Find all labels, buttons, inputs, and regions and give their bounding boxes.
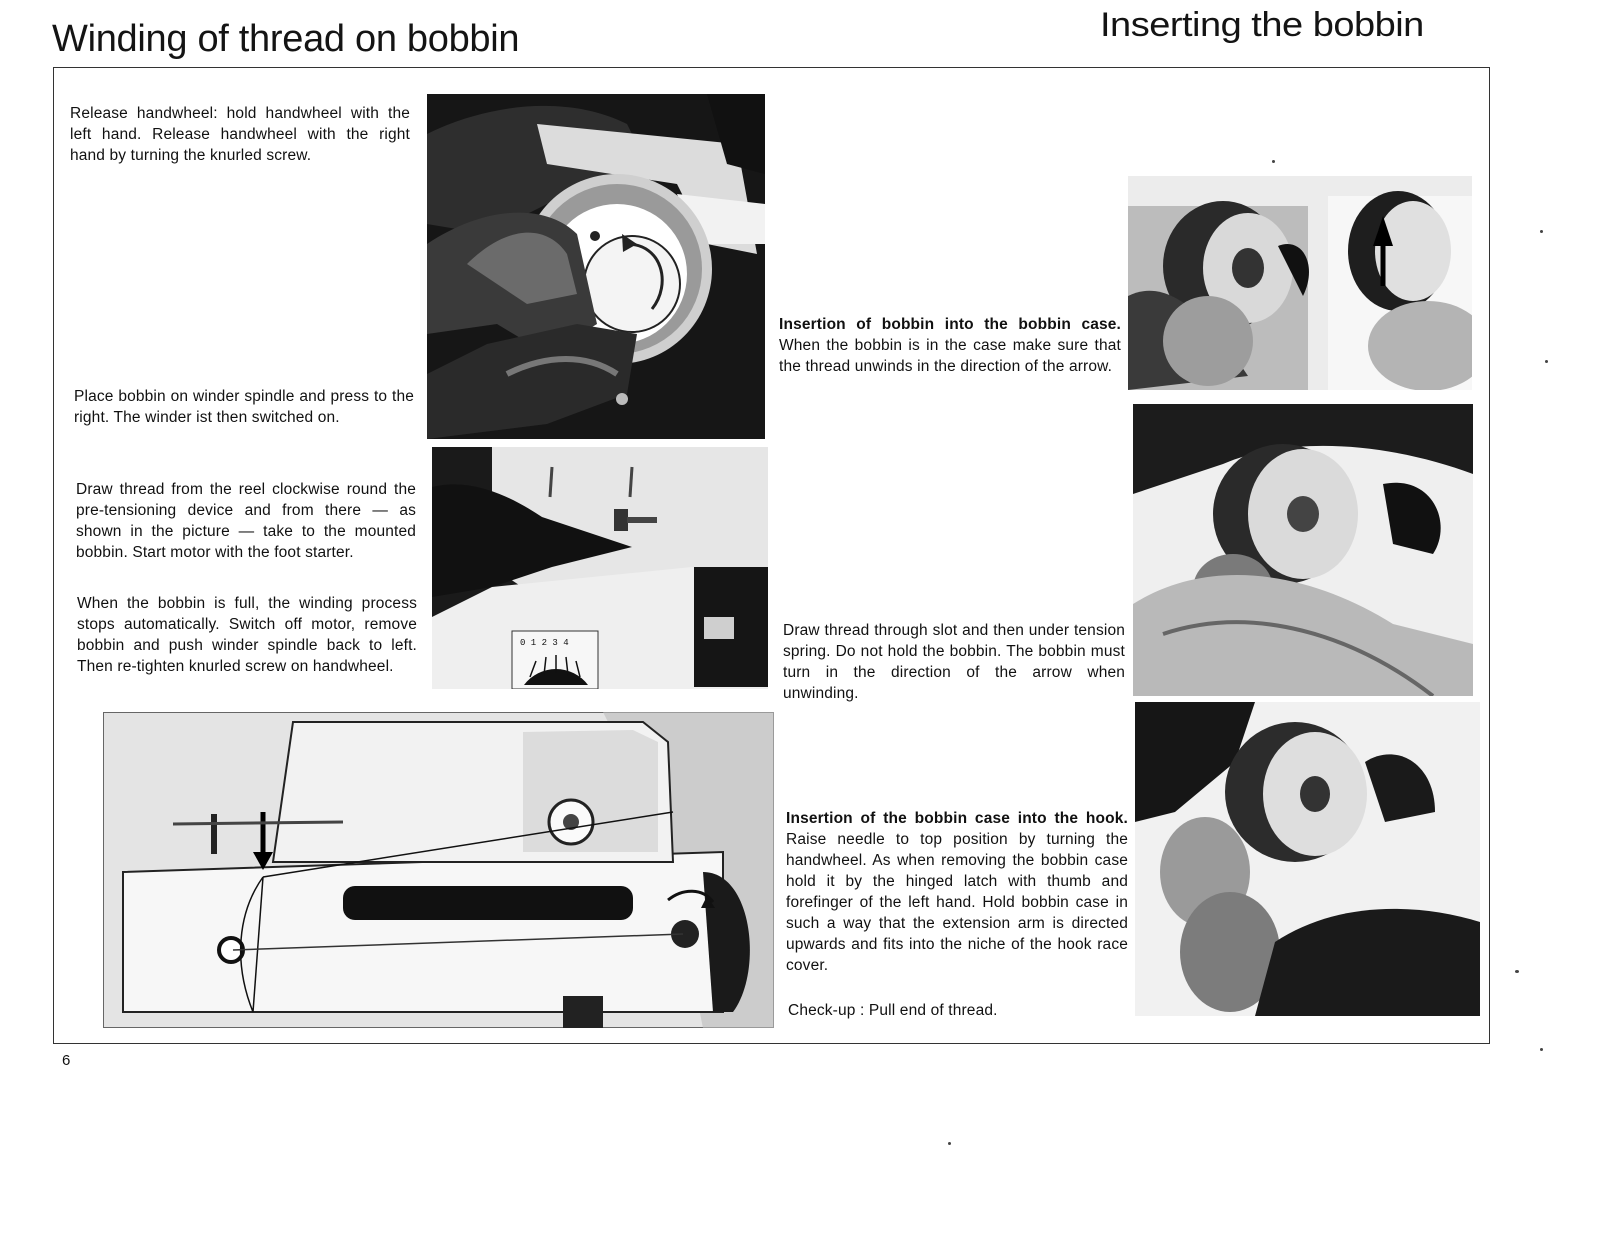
paragraph-release-handwheel: Release handwheel: hold handwheel with the left hand. Release handwheel with the right hand by turning the knurled screw. xyxy=(70,105,410,164)
paragraph-draw-thread-slot: Draw thread through slot and then under tension spring. Do not hold the bobbin. The bobbin must turn in the direction of the arrow when unwinding. xyxy=(783,622,1125,702)
text-insertion-bobbin-case: When the bobbin is in the case make sure that the thread unwinds in the direction of the arrow. xyxy=(779,337,1121,375)
bobbin-into-case-photo xyxy=(1128,176,1472,390)
paragraph-place-bobbin: Place bobbin on winder spindle and press to the right. The winder ist then switched on. xyxy=(74,388,414,426)
paragraph-insertion-bobbin-case xyxy=(779,314,1121,377)
page-title-inserting: Inserting the bobbin xyxy=(1100,6,1424,44)
scan-speck xyxy=(1540,230,1543,233)
paragraph-check-up: Check-up : Pull end of thread. xyxy=(788,1002,998,1019)
text-insertion-hook: Raise needle to top position by turning the handwheel. As when removing the bobbin case hold it by the hinged latch with thumb and forefinger of the left hand. Hold bobbin case in such a way that the extension arm is directed upwards and fits into the niche of the hook race cover. xyxy=(786,831,1128,974)
bobbin-case-into-hook-photo xyxy=(1135,702,1480,1016)
bobbin-winder-photo xyxy=(432,447,768,689)
scan-speck xyxy=(1515,970,1519,973)
heading-insertion-bobbin-case: Insertion of bobbin into the bobbin case. xyxy=(779,316,1121,333)
scan-speck xyxy=(948,1142,951,1145)
handwheel-photo xyxy=(427,94,765,439)
heading-insertion-hook: Insertion of the bobbin case into the hook. xyxy=(786,810,1128,827)
page-title-winding: Winding of thread on bobbin xyxy=(52,18,520,60)
paragraph-bobbin-full: When the bobbin is full, the winding process stops automatically. Switch off motor, remove bobbin and push winder spindle back to left. Then re-tighten knurled screw on handwheel. xyxy=(77,595,417,675)
thread-through-slot-photo xyxy=(1133,404,1473,696)
sewing-machine-thread-path-photo xyxy=(103,712,774,1028)
svg-text:0 1 2 3 4: 0 1 2 3 4 xyxy=(520,638,569,648)
paragraph-draw-thread: Draw thread from the reel clockwise round the pre-tensioning device and from there — as shown in the picture — take to the mounted bobbin. Start motor with the foot starter. xyxy=(76,481,416,561)
scan-speck xyxy=(1272,160,1275,163)
scan-speck xyxy=(1545,360,1548,363)
paragraph-insertion-hook xyxy=(786,808,1128,976)
scan-speck xyxy=(1540,1048,1543,1051)
page-number: 6 xyxy=(62,1052,71,1069)
